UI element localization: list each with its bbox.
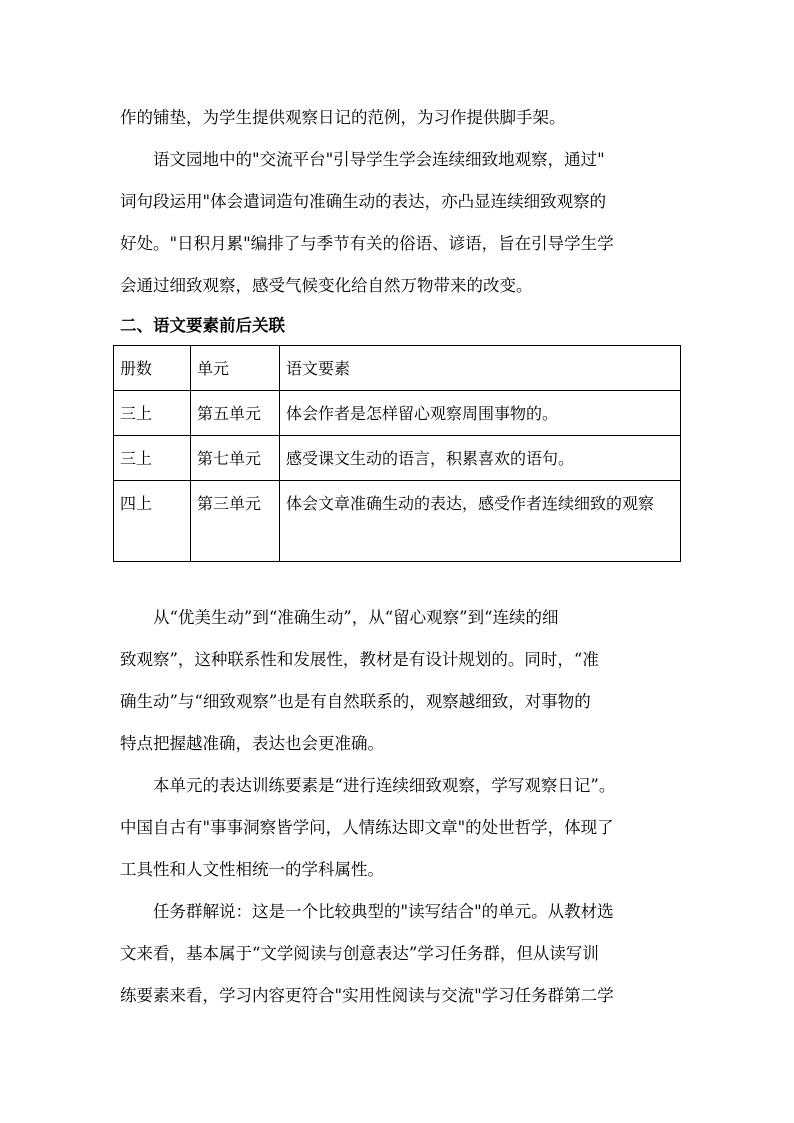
paragraph-line: 好处。"日积月累"编排了与季节有关的俗语、谚语，旨在引导学生学 (120, 234, 614, 253)
paragraph-line: 文来看，基本属于“文学阅读与创意表达”学习任务群，但从读写训 (120, 944, 599, 963)
table-cell: 四上 (114, 481, 191, 562)
paragraph-line: 语文园地中的"交流平台"引导学生学会连续细致地观察，通过" (153, 150, 605, 169)
table-cell: 体会作者是怎样留心观察周围事物的。 (280, 391, 681, 436)
table-row (114, 436, 681, 481)
table-header-cell: 语文要素 (280, 346, 681, 391)
paragraph-line: 本单元的表达训练要素是“进行连续细致观察，学写观察日记”。 (153, 776, 616, 795)
table-cell: 三上 (114, 391, 191, 436)
table-header-cell: 单元 (191, 346, 280, 391)
table-header-row (114, 346, 681, 391)
paragraph-line: 致观察”，这种联系性和发展性，教材是有设计规划的。同时，“准 (120, 650, 599, 669)
paragraph-line: 作的铺垫，为学生提供观察日记的范例，为习作提供脚手架。 (120, 108, 566, 127)
table-cell: 第七单元 (191, 436, 280, 481)
paragraph-line: 确生动”与“细致观察”也是有自然联系的，观察越细致，对事物的 (120, 692, 591, 711)
paragraph-4 (120, 765, 680, 891)
paragraph-line: 任务群解说：这是一个比较典型的"读写结合"的单元。从教材选 (153, 902, 614, 921)
table-row (114, 481, 681, 562)
table-cell: 感受课文生动的语言，积累喜欢的语句。 (280, 436, 681, 481)
table-cell: 体会文章准确生动的表达，感受作者连续细致的观察 (280, 481, 681, 562)
section-heading (120, 305, 680, 347)
table-row (114, 391, 681, 436)
language-elements-table (113, 345, 681, 562)
table-cell: 第五单元 (191, 391, 280, 436)
paragraph-line: 中国自古有"事事洞察皆学问，人情练达即文章"的处世哲学，体现了 (120, 818, 614, 837)
paragraph-line: 练要素来看，学习内容更符合"实用性阅读与交流"学习任务群第二学 (120, 986, 614, 1005)
paragraph-line: 会通过细致观察，感受气候变化给自然万物带来的改变。 (120, 276, 533, 295)
table-cell: 三上 (114, 436, 191, 481)
paragraph-1 (120, 97, 680, 139)
paragraph-3 (120, 597, 680, 765)
paragraph-5 (120, 891, 680, 1017)
table-cell: 第三单元 (191, 481, 280, 562)
paragraph-line: 从“优美生动”到“准确生动”，从“留心观察”到“连续的细 (153, 608, 559, 627)
paragraph-2 (120, 139, 680, 307)
paragraph-line: 词句段运用"体会遣词造句准确生动的表达，亦凸显连续细致观察的 (120, 192, 607, 211)
section-heading-text: 二、语文要素前后关联 (120, 316, 285, 335)
paragraph-line: 工具性和人文性相统一的学科属性。 (120, 860, 384, 879)
table-header-cell: 册数 (114, 346, 191, 391)
paragraph-line: 特点把握越准确，表达也会更准确。 (120, 734, 384, 753)
